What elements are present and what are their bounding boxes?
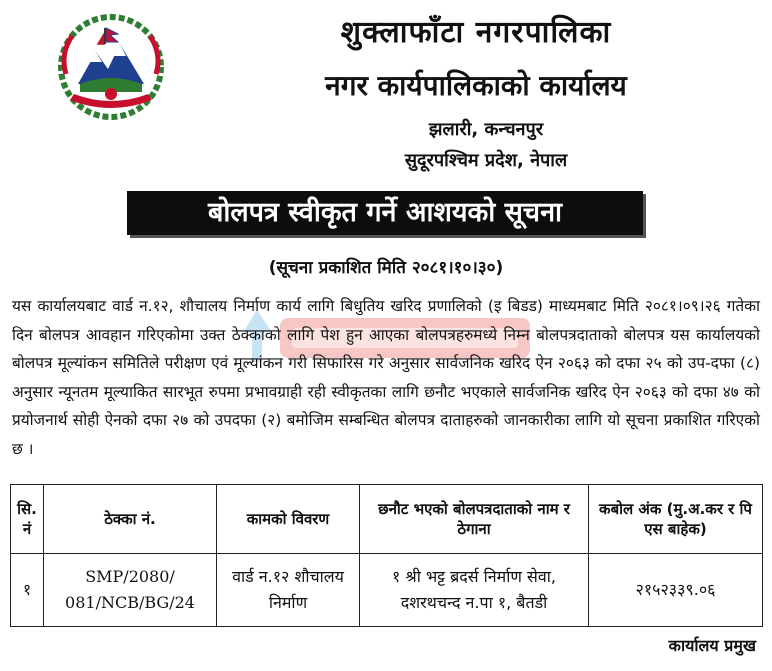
municipality-name: शुक्लाफाँटा नगरपालिका: [340, 15, 612, 50]
cell-bidder: १ श्री भट्ट ब्रदर्स निर्माण सेवा, दशरथचन्द न.पा १, बैतडी: [360, 554, 589, 627]
cell-sn: १: [11, 554, 44, 627]
notice-title: बोलपत्र स्वीकृत गर्ने आशयको सूचना: [127, 191, 643, 235]
published-date: (सूचना प्रकाशित मिति २०८१।१०।३०): [268, 258, 504, 278]
col-header-work-desc: कामको विवरण: [217, 485, 360, 554]
office-name: नगर कार्यपालिकाको कार्यालय: [325, 69, 627, 102]
signatory: कार्यालय प्रमुख: [668, 636, 756, 655]
cell-contract-no: SMP/2080/ 081/NCB/BG/24: [44, 554, 217, 627]
nepal-emblem-icon: [58, 14, 164, 120]
col-header-sn: सि. नं: [11, 485, 44, 554]
bid-table: [10, 484, 763, 627]
cell-amount: २१५२३३९.०६: [589, 554, 763, 627]
col-header-contract-no: ठेक्का नं.: [44, 485, 217, 554]
notice-body: यस कार्यालयबाट वार्ड न.१२, शौचालय निर्माण कार्य लागि बिधुतिय खरिद प्रणालिको (इ बिडड) माध्यमबाट मिति २०८१।०९।२६ गतेका दिन बोलपत्र आवहान गरिएकोमा उक्त ठेक्काको लागि पेश हुन आएका बोलपत्रहरुमध्ये निम्न बोलपत्रदाताको बोलपत्र यस कार्यालयको बोलपत्र मूल्यांकन समितिले परीक्षण एवं मूल्यांकन गरी सिफारिस गरे अनुसार सार्वजनिक खरिद ऐन २०६३ को दफा २५ को उप-दफा (८) अनुसार न्यूनतम मूल्याकित सारभूत रुपमा प्रभावग्राही रही स्वीकृतका लागि छनौट भएकाले सार्वजनिक खरिद ऐन २०६३ को दफा ४७ को प्रयोजनार्थ सोही ऐनको दफा २७ को उपदफा (२) बमोजिम सम्बन्धित बोलपत्र दाताहरुको जानकारीका लागि यो सूचना प्रकाशित गरिएको छ ।: [12, 297, 760, 458]
col-header-bidder: छनौट भएको बोलपत्रदाताको नाम र ठेगाना: [360, 485, 589, 554]
table-row: [11, 554, 763, 627]
table-header-row: [11, 485, 763, 554]
cell-work-desc: वार्ड न.१२ शौचालय निर्माण: [217, 554, 360, 627]
address-line-2: सुदूरपश्चिम प्रदेश, नेपाल: [404, 150, 568, 171]
address-line-1: झलारी, कन्चनपुर: [428, 119, 544, 140]
col-header-amount: कबोल अंक (मु.अ.कर र पि एस बाहेक): [589, 485, 763, 554]
